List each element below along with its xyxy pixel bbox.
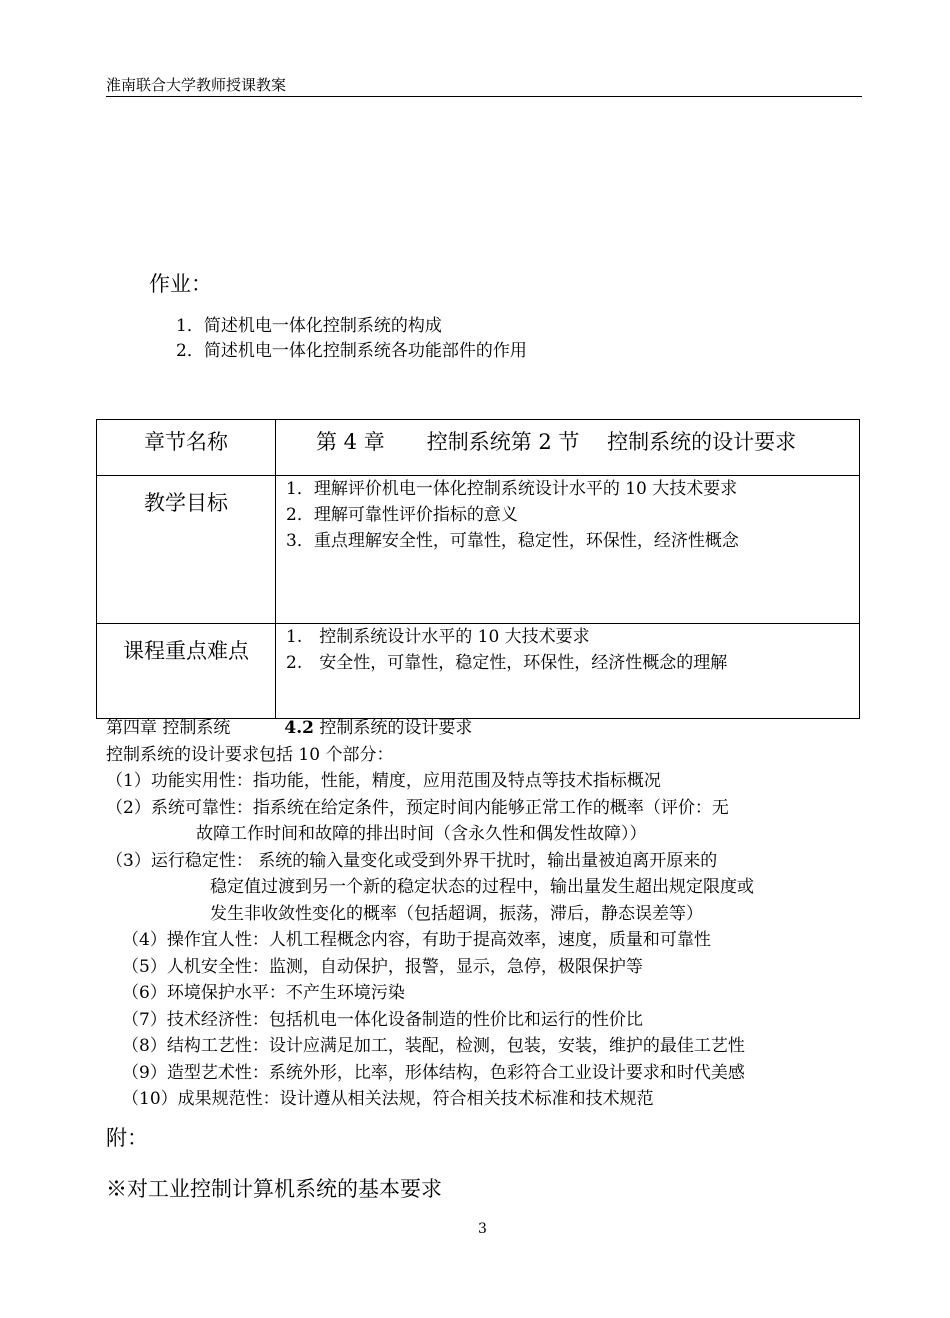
goal-item: 3．重点理解安全性，可靠性，稳定性，环保性，经济性概念 bbox=[286, 531, 739, 551]
requirement-item: （1）功能实用性：指功能，性能，精度，应用范围及特点等技术指标概况 bbox=[106, 771, 661, 791]
intro-text: 控制系统的设计要求包括 10 个部分： bbox=[106, 744, 394, 765]
homework-title: 作业： bbox=[149, 272, 212, 296]
homework-list bbox=[176, 314, 527, 364]
teaching-goals-label: 教学目标 bbox=[97, 476, 276, 624]
requirement-item: （9）造型艺术性：系统外形，比率，形体结构，色彩符合工业设计要求和时代美感 bbox=[122, 1062, 745, 1083]
homework-item: 1．简述机电一体化控制系统的构成 bbox=[176, 316, 442, 336]
appendix-title: ※对工业控制计算机系统的基本要求 bbox=[106, 1177, 442, 1201]
header-title: 淮南联合大学教师授课教案 bbox=[106, 76, 287, 94]
key-points-list bbox=[276, 624, 860, 719]
chapter-name-value: 第 4 章 控制系统第 2 节 控制系统的设计要求 bbox=[276, 420, 860, 476]
key-points-label: 课程重点难点 bbox=[97, 624, 276, 719]
requirement-item: （10）成果规范性：设计遵从相关法规，符合相关技术标准和技术规范 bbox=[122, 1089, 654, 1109]
chapter-label: 第四章 控制系统 bbox=[106, 718, 231, 738]
lesson-info-table bbox=[96, 419, 860, 719]
table-row bbox=[97, 624, 860, 719]
homework-item: 2．简述机电一体化控制系统各功能部件的作用 bbox=[176, 341, 527, 361]
goal-item: 1．理解评价机电一体化控制系统设计水平的 10 大技术要求 bbox=[286, 479, 738, 499]
teaching-goals-list bbox=[276, 476, 860, 624]
requirement-item: （6）环境保护水平：不产生环境污染 bbox=[122, 983, 405, 1003]
requirement-item: （2）系统可靠性：指系统在给定条件，预定时间内能够正常工作的概率（评价：无 bbox=[106, 797, 729, 818]
page-header bbox=[106, 76, 862, 97]
requirement-item: （3）运行稳定性： 系统的输入量变化或受到外界干扰时，输出量被迫离开原来的 bbox=[106, 850, 718, 871]
chapter-name-label: 章节名称 bbox=[97, 420, 276, 476]
requirement-item: （7）技术经济性：包括机电一体化设备制造的性价比和运行的性价比 bbox=[122, 1009, 643, 1030]
key-point-item: 1. 控制系统设计水平的 10 大技术要求 bbox=[286, 627, 590, 647]
section-title: 控制系统的设计要求 bbox=[313, 718, 473, 738]
table-row bbox=[97, 420, 860, 476]
requirement-continuation: 稳定值过渡到另一个新的稳定状态的过程中，输出量发生超出规定限度或 bbox=[210, 877, 754, 897]
section-number: 4.2 bbox=[284, 718, 314, 738]
requirement-item: （8）结构工艺性：设计应满足加工，装配，检测，包装，安装，维护的最佳工艺性 bbox=[122, 1036, 745, 1056]
lesson-content bbox=[106, 715, 866, 1113]
requirement-continuation: 故障工作时间和故障的排出时间（含永久性和偶发性故障）） bbox=[196, 824, 647, 844]
table-row bbox=[97, 476, 860, 624]
requirement-item: （4）操作宜人性：人机工程概念内容，有助于提高效率，速度，质量和可靠性 bbox=[122, 930, 711, 950]
requirement-continuation: 发生非收敛性变化的概率（包括超调，振荡，滞后，静态误差等） bbox=[210, 903, 703, 924]
chapter-heading bbox=[106, 715, 866, 742]
requirement-item: （5）人机安全性：监测，自动保护，报警，显示，急停，极限保护等 bbox=[122, 956, 643, 977]
goal-item: 2．理解可靠性评价指标的意义 bbox=[286, 505, 518, 525]
key-point-item: 2. 安全性，可靠性，稳定性，环保性，经济性概念的理解 bbox=[286, 653, 728, 673]
page-number: 3 bbox=[478, 1221, 487, 1237]
appendix-label: 附： bbox=[106, 1126, 148, 1150]
